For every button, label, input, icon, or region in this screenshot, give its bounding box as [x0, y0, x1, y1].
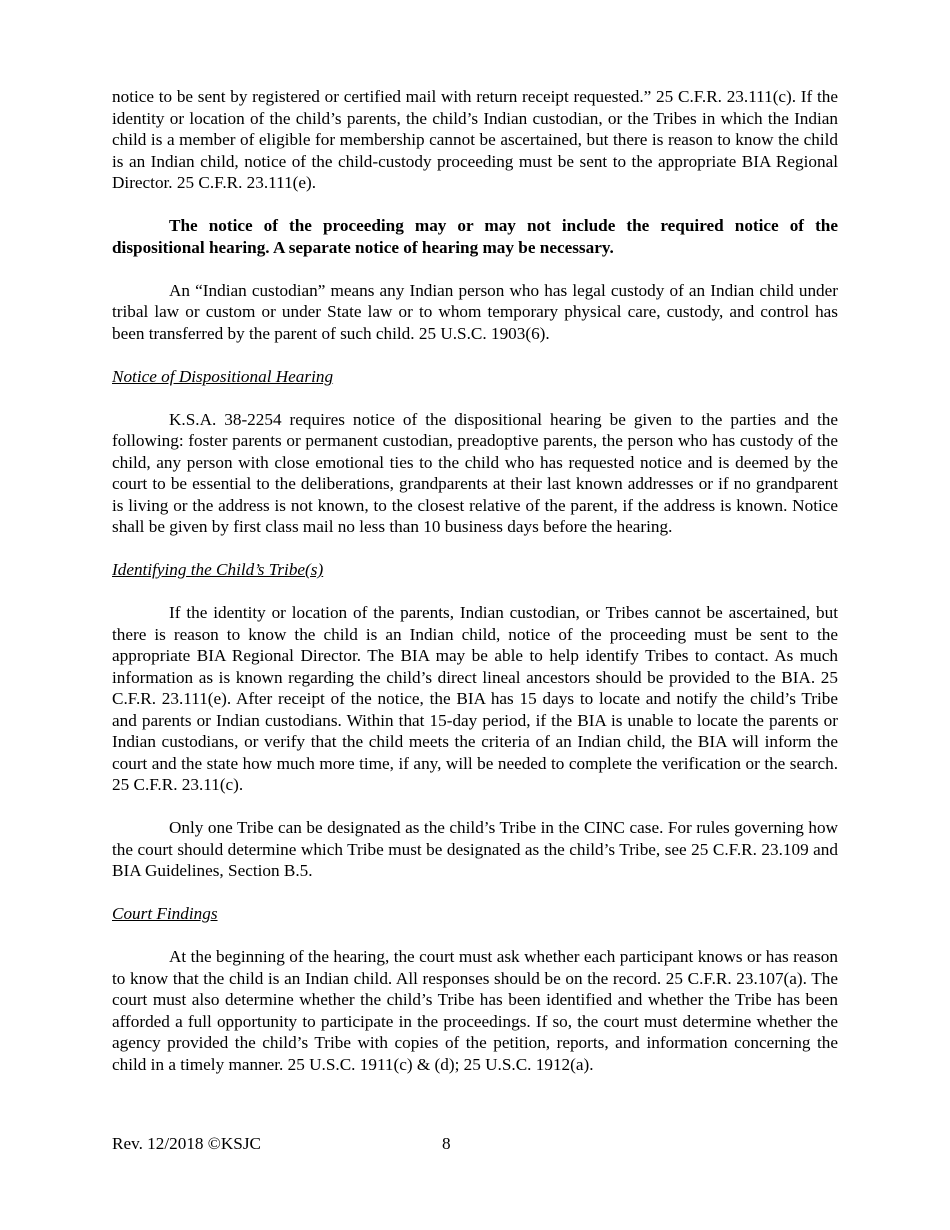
heading-notice-dispositional-hearing: Notice of Dispositional Hearing: [112, 366, 334, 386]
paragraph-bold-notice: The notice of the proceeding may or may not include the required notice of the dispositional hearing. A separate notice of hearing may be necessary.: [112, 216, 838, 257]
document-page: [112, 86, 838, 1097]
paragraph-court-findings: At the beginning of the hearing, the court must ask whether each participant knows or has reason to know that the child is an Indian child. All responses should be on the record. 25 C.F.R. 23.107(a). The court must also determine whether the child’s Tribe has been identified and whether the Tribe has been afforded a full opportunity to participate in the proceedings. If so, the court must determine whether the agency provided the child’s Tribe with copies of the petition, reports, and information concerning the child in a timely manner. 25 U.S.C. 1911(c) & (d); 25 U.S.C. 1912(a).: [112, 947, 838, 1074]
paragraph-notice-mail: notice to be sent by registered or certified mail with return receipt requested.” 25 C.F.R. 23.111(c). If the identity or location of the child’s parents, the child’s Indian custodian, or the Tribes in which the Indian child is a member of eligible for membership cannot be ascertained, but there is reason to know the child is an Indian child, notice of the child-custody proceeding must be sent to the appropriate BIA Regional Director. 25 C.F.R. 23.111(e).: [112, 87, 838, 192]
heading-identifying-tribe: Identifying the Child’s Tribe(s): [112, 560, 324, 579]
revision-label: Rev. 12/2018 ©KSJC: [112, 1134, 261, 1153]
paragraph-ksa-notice: K.S.A. 38-2254 requires notice of the dispositional hearing be given to the parties and the following: foster parents or permanent custodian, preadoptive parents, the person who has custody of the child, any person with close emotional ties to the child who has requested notice and is deemed by the court to be essential to the deliberations, grandparents at their last known addresses or if no grandparent is living or the address is not known, to the closest relative of the parent, if the address is known. Notice shall be given by first class mail no less than 10 business days before the hearing.: [112, 409, 838, 536]
paragraph-one-tribe: Only one Tribe can be designated as the child’s Tribe in the CINC case. For rules governing how the court should determine which Tribe must be designated as the child’s Tribe, see 25 C.F.R. 23.109 and BIA Guidelines, Section B.5.: [112, 818, 838, 880]
heading-court-findings: Court Findings: [112, 904, 218, 923]
page-number: 8: [442, 1134, 451, 1153]
paragraph-bia-identify: If the identity or location of the parents, Indian custodian, or Tribes cannot be ascertained, but there is reason to know the child is an Indian child, notice of the proceeding must be sent to the appropriate BIA Regional Director. The BIA may be able to help identify Tribes to contact. As much information as is known regarding the child’s direct lineal ancestors should be provided to the BIA. 25 C.F.R. 23.111(e). After receipt of the notice, the BIA has 15 days to locate and notify the child’s Tribe and parents or Indian custodians. Within that 15-day period, if the BIA is unable to locate the parents or Indian custodians, or verify that the child meets the criteria of an Indian child, the BIA will inform the court and the state how much more time, if any, will be needed to complete the verification or the search. 25 C.F.R. 23.11(c).: [112, 603, 838, 794]
paragraph-indian-custodian: An “Indian custodian” means any Indian person who has legal custody of an Indian child under tribal law or custom or under State law or to whom temporary physical care, custody, and control has been transferred by the parent of such child. 25 U.S.C. 1903(6).: [112, 280, 838, 343]
